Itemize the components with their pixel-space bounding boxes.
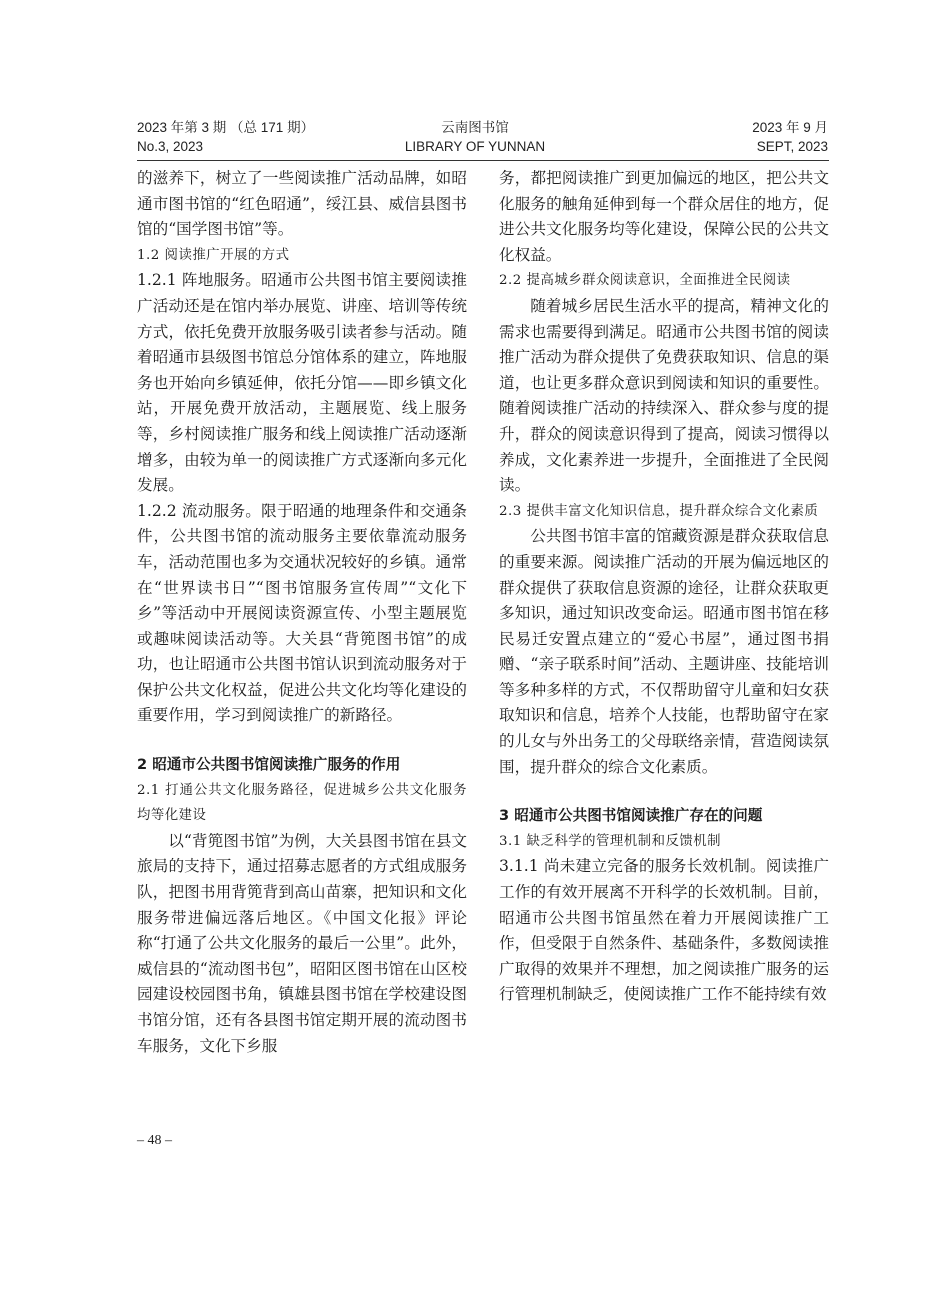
date-cn: 2023 年 9 月 bbox=[752, 120, 828, 135]
subsection-heading: 2.3 提供丰富文化知识信息，提升群众综合文化素质 bbox=[499, 503, 819, 519]
paragraph: 公共图书馆丰富的馆藏资源是群众获取信息的重要来源。阅读推广活动的开展为偏远地区的群众提供了获取信息资源的途径，让群众获取更多知识，通过知识改变命运。昭通市图书馆在移民易迁安置点建立的“爱心书屋”，通过图书捐赠、“亲子联系时间”活动、主题讲座、技能培训等多种多样的方式，不仅帮助留守儿童和妇女获取知识和信息，培养个人技能，也帮助留守在家的儿女与外出务工的父母联络亲情，营造阅读氛围，提升群众的综合文化素质。 bbox=[499, 527, 829, 776]
paragraph: 务，都把阅读推广到更加偏远的地区，把公共文化服务的触角延伸到每一个群众居住的地方，促进公共文化服务均等化建设，保障公民的公共文化权益。 bbox=[499, 169, 829, 264]
issue-number-cn: 2023 年第 3 期 （总 171 期） bbox=[137, 120, 315, 135]
section-heading: 3 昭通市公共图书馆阅读推广存在的问题 bbox=[499, 807, 763, 825]
journal-date bbox=[752, 118, 828, 156]
date-en: SEPT, 2023 bbox=[756, 139, 828, 154]
paragraph: 随着城乡居民生活水平的提高，精神文化的需求也需要得到满足。昭通市公共图书馆的阅读推广活动为群众提供了免费获取知识、信息的渠道，也让更多群众意识到阅读和知识的重要性。随着阅读推广活动的持续深入、群众参与度的提升，群众的阅读意识得到了提高，阅读习惯得以养成，文化素养进一步提升，全面推进了全民阅读。 bbox=[499, 296, 829, 495]
paragraph: 的滋养下，树立了一些阅读推广活动品牌，如昭通市图书馆的“红色昭通”，绥江县、威信县图书馆的“国学图书馆”等。 bbox=[137, 169, 467, 239]
subsection-heading: 3.1 缺乏科学的管理机制和反馈机制 bbox=[499, 833, 722, 849]
left-text-column bbox=[137, 166, 467, 1059]
header-rule bbox=[137, 160, 829, 161]
journal-issue-info bbox=[137, 118, 314, 156]
section-heading: 2 昭通市公共图书馆阅读推广服务的作用 bbox=[137, 756, 401, 774]
right-text-column bbox=[499, 166, 829, 1008]
journal-title-cn: 云南图书馆 bbox=[441, 120, 509, 135]
paragraph: 1.2.1 阵地服务。昭通市公共图书馆主要阅读推广活动还是在馆内举办展览、讲座、培训等传统方式，依托免费开放服务吸引读者参与活动。随着昭通市县级图书馆总分馆体系的建立，阵地服务也开始向乡镇延伸，依托分馆——即乡镇文化站，开展免费开放活动，主题展览、线上服务等，乡村阅读推广服务和线上阅读推广活动逐渐增多，由较为单一的阅读推广方式逐渐向多元化发展。 bbox=[137, 271, 467, 495]
journal-title bbox=[395, 118, 555, 156]
paragraph: 以“背篼图书馆”为例，大关县图书馆在县文旅局的支持下，通过招募志愿者的方式组成服务队，把图书用背篼背到高山苗寨，把知识和文化服务带进偏远落后地区。《中国文化报》评论称“打通了公共文化服务的最后一公里”。此外，威信县的“流动图书包”，昭阳区图书馆在山区校园建设校园图书角，镇雄县图书馆在学校建设图书馆分馆，还有各县图书馆定期开展的流动图书车服务，文化下乡服 bbox=[137, 831, 467, 1055]
subsection-heading: 2.1 打通公共文化服务路径，促进城乡公共文化服务均等化建设 bbox=[137, 782, 467, 824]
journal-title-en: LIBRARY OF YUNNAN bbox=[404, 139, 546, 154]
page-number: – 48 – bbox=[137, 1133, 172, 1148]
paragraph: 1.2.2 流动服务。限于昭通的地理条件和交通条件，公共图书馆的流动服务主要依靠流动服务车，活动范围也多为交通状况较好的乡镇。通常在“世界读书日”“图书馆服务宣传周”“文化下乡”等活动中开展阅读资源宣传、小型主题展览或趣味阅读活动等。大关县“背篼图书馆”的成功，也让昭通市公共图书馆认识到流动服务对于保护公共文化权益，促进公共文化均等化建设的重要作用，学习到阅读推广的新路径。 bbox=[137, 501, 467, 725]
issue-number-en: No.3, 2023 bbox=[137, 139, 204, 154]
subsection-heading: 2.2 提高城乡群众阅读意识，全面推进全民阅读 bbox=[499, 273, 791, 289]
subsection-heading: 1.2 阅读推广开展的方式 bbox=[137, 247, 290, 263]
paragraph: 3.1.1 尚未建立完备的服务长效机制。阅读推广工作的有效开展离不开科学的长效机制。目前，昭通市公共图书馆虽然在着力开展阅读推广工作，但受限于自然条件、基础条件，多数阅读推广取得的效果并不理想，加之阅读推广服务的运行管理机制缺乏，使阅读推广工作不能持续有效 bbox=[499, 857, 829, 1004]
